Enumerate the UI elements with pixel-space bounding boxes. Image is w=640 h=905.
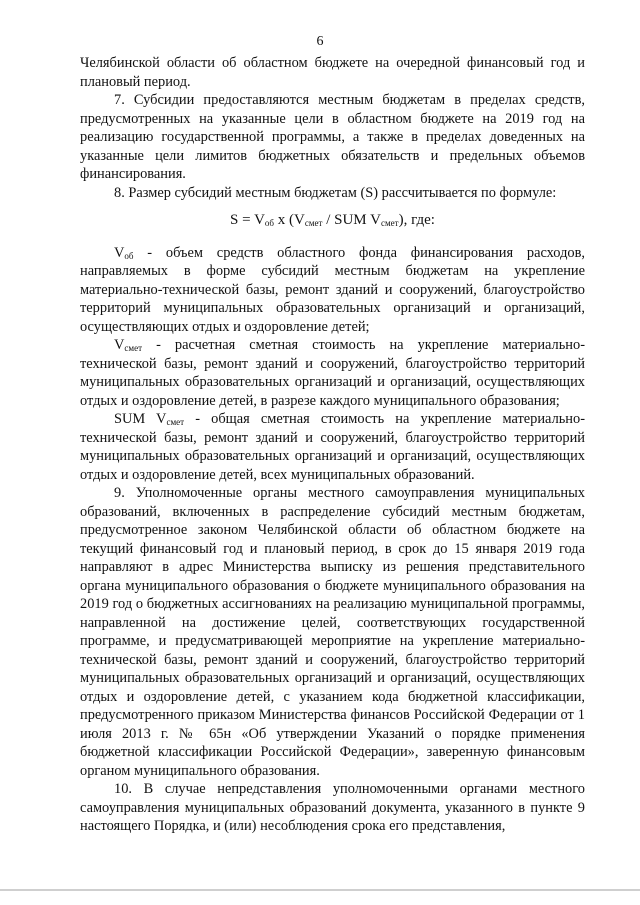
formula-div-sum: / SUM V — [322, 212, 381, 228]
definition-v-smet-symbol: V — [114, 337, 125, 353]
definition-sum-symbol: SUM V — [114, 411, 167, 427]
paragraph-8: 8. Размер субсидий местным бюджетам (S) рассчитывается по формуле: — [114, 184, 557, 201]
formula-sub-smet-2: смет — [380, 218, 399, 228]
definition-v-smet-sub: смет — [124, 343, 143, 353]
definition-v-smet-text: - расчетная сметная стоимость на укрепление материально-технической базы, ремонт зданий и сооружений, благоустройство территорий муниципальных образовательных организаций и организаций, осуществляющих отдых и оздоровление детей, в разрезе каждого муниципального образования; — [80, 337, 585, 409]
formula-s-eq: S = V — [230, 212, 265, 228]
definition-v-ob-sub: об — [124, 250, 134, 261]
scan-edge-line — [0, 889, 640, 891]
paragraph-7: 7. Субсидии предоставляются местным бюджетам в пределах средств, предусмотренных на указанные цели в областном бюджете на 2019 год на реализацию государственной программы, а также в пределах доведенных на указанные цели лимитов бюджетных обязательств и предельных объемов финансирования. — [80, 92, 585, 182]
paragraph-9: 9. Уполномоченные органы местного самоуправления муниципальных образований, включенных в распределение субсидий местным бюджетам, предусмотренное законом Челябинской области об областном бюджете на текущий финансовый год и плановый период, в срок до 15 января 2019 года направляют в адрес Министерства выписку из решения представительного органа муниципального образования о бюджете муниципального образования на 2019 год о бюджетных ассигнованиях на реализацию муниципальной программы, направленной на достижение целей, соответствующих государственной программе, и предусматривающей мероприятие на укрепление материально-технической базы, ремонт зданий и сооружений, благоустройство территорий муниципальных образовательных организаций и организаций, осуществляющих отдых и оздоровление детей, с указанием кода бюджетной классификации, предусмотренного приказом Министерства финансов Российской Федерации от 1 июля 2013 г. № 65н «Об утверждении Указаний о порядке применения бюджетной классификации Российской Федерации», заверенную финансовым органом муниципального образования. — [80, 485, 585, 779]
formula-times: х (V — [274, 212, 305, 228]
formula-sub-ob: об — [264, 218, 275, 228]
definition-sum-v-smet — [80, 410, 585, 484]
document-body — [80, 54, 585, 836]
paragraph-intro: Челябинской области об областном бюджете на очередной финансовый год и плановый период. — [80, 55, 585, 90]
formula-tail: ), где: — [398, 212, 435, 228]
definition-sum-text: - общая сметная стоимость на укрепление материально-технической базы, ремонт зданий и сооружений, благоустройство территорий муниципальных образовательных организаций и организаций, осуществляющих отдых и оздоровление детей, всех муниципальных образований. — [80, 411, 585, 483]
definition-sum-sub: смет — [166, 417, 185, 427]
paragraph-10: 10. В случае непредставления уполномоченными органами местного самоуправления муниципальных образований документа, указанного в пункте 9 настоящего Порядка, и (или) несоблюдения срока его представления, — [80, 781, 585, 834]
definition-v-ob-text: - объем средств областного фонда финансирования расходов, направляемых в форме субсидий местным бюджетам на укрепление материально-технической базы, ремонт зданий и сооружений, благоустройство территорий муниципальных образовательных организаций и организаций, осуществляющих отдых и оздоровление детей; — [80, 244, 585, 335]
formula — [80, 211, 585, 230]
definition-v-smet — [80, 336, 585, 410]
definition-v-ob-symbol: V — [114, 244, 125, 261]
formula-sub-smet-1: смет — [304, 218, 323, 228]
definition-v-ob — [80, 244, 585, 337]
page-number: 6 — [316, 34, 324, 49]
